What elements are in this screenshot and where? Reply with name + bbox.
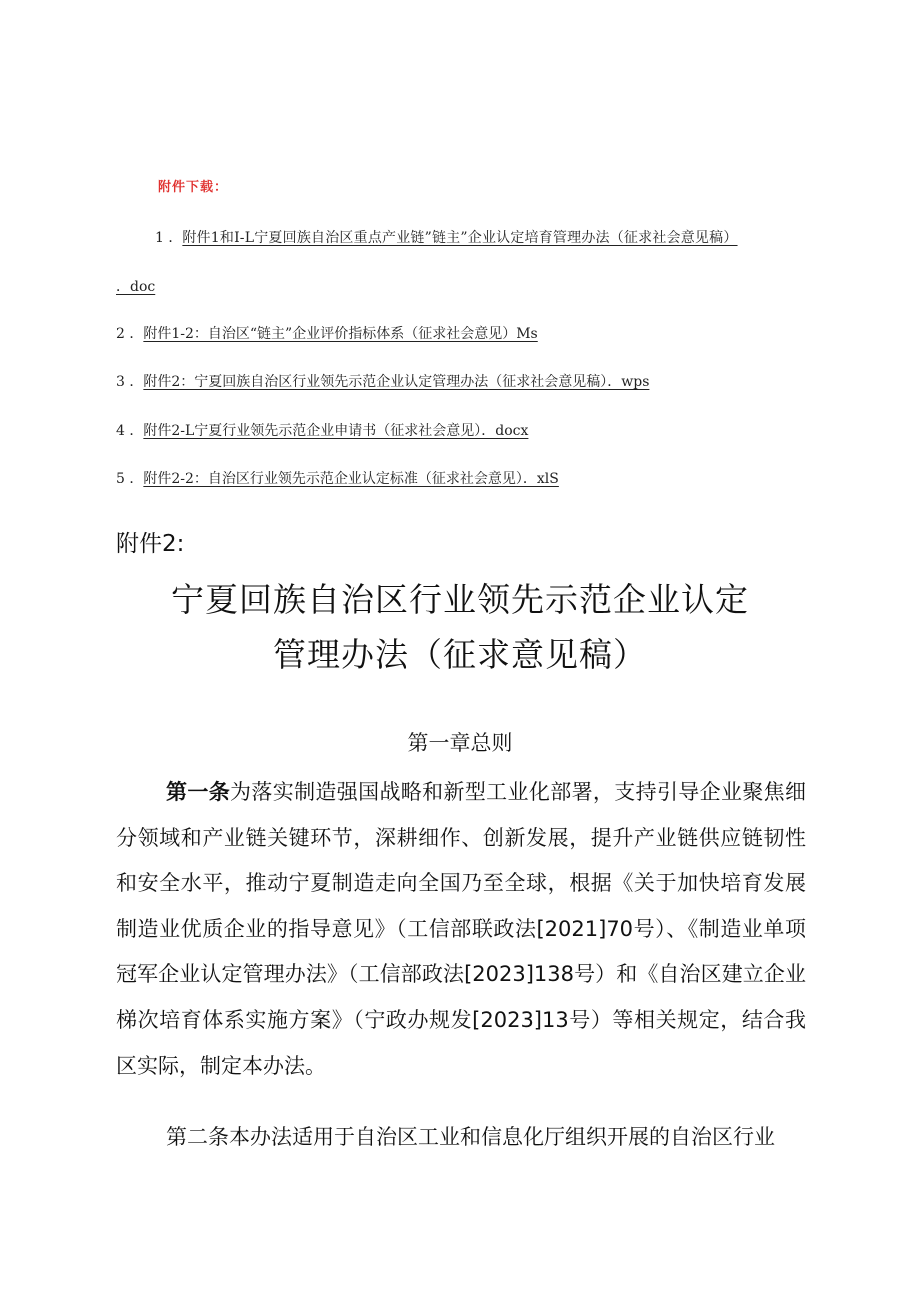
attachment-link-1[interactable] [155,227,738,247]
attachment-link-5[interactable] [116,468,559,488]
downloads-title: 附件下载： [158,180,229,195]
chapter-heading: 第一章总则 [407,731,513,755]
document-title-line-1: 宁夏回族自治区行业领先示范企业认定 [171,580,749,619]
document-title-line-2: 管理办法（征求意见稿） [273,635,647,674]
attachment-link-4[interactable] [116,420,528,440]
article-1-label: 第一条 [166,780,231,804]
attachment-link-text[interactable]: 附件1和I-L宁夏回族自治区重点产业链”链主”企业认定培育管理办法（征求社会意见稿） [182,230,738,246]
attachment-number: 5 ． [116,471,144,487]
article-2-paragraph: 第二条本办法适用于自治区工业和信息化厅组织开展的自治区行业 [166,1125,775,1149]
attachment-link-text[interactable]: 附件2：宁夏回族自治区行业领先示范企业认定管理办法（征求社会意见稿）．wps [143,374,650,390]
attachment-link-text[interactable]: ．doc [116,279,156,295]
attachment-link-1-continued[interactable] [116,276,155,296]
attachment-number: 3 ． [116,374,144,390]
attachment-link-3[interactable] [116,371,649,391]
attachment-link-2[interactable] [116,323,538,343]
attachment-number: 2 ． [116,326,144,342]
annex-label: 附件2: [116,531,185,557]
attachment-number: 1 ． [155,230,183,246]
attachment-number: 4 ． [116,423,144,439]
attachment-link-text[interactable]: 附件2-L宁夏行业领先示范企业申请书（征求社会意见）．docx [143,423,529,439]
attachment-link-text[interactable]: 附件2-2：自治区行业领先示范企业认定标准（征求社会意见）．xlS [143,471,559,487]
article-1-paragraph [116,770,806,1089]
article-1-text: 为落实制造强国战略和新型工业化部署，支持引导企业聚焦细分领域和产业链关键环节，深耕细作、创新发展，提升产业链供应链韧性和安全水平，推动宁夏制造走向全国乃至全球，根据《关于加快培育发展制造业优质企业的指导意见》（工信部联政法[2021]70号）、《制造业单项冠军企业认定管理办法》（工信部政法[2023]138号）和《自治区建立企业梯次培育体系实施方案》（宁政办规发[2023]13号）等相关规定，结合我区实际，制定本办法。 [116,780,807,1078]
attachment-link-text[interactable]: 附件1-2：自治区“链主”企业评价指标体系（征求社会意见）Ms [143,326,538,342]
